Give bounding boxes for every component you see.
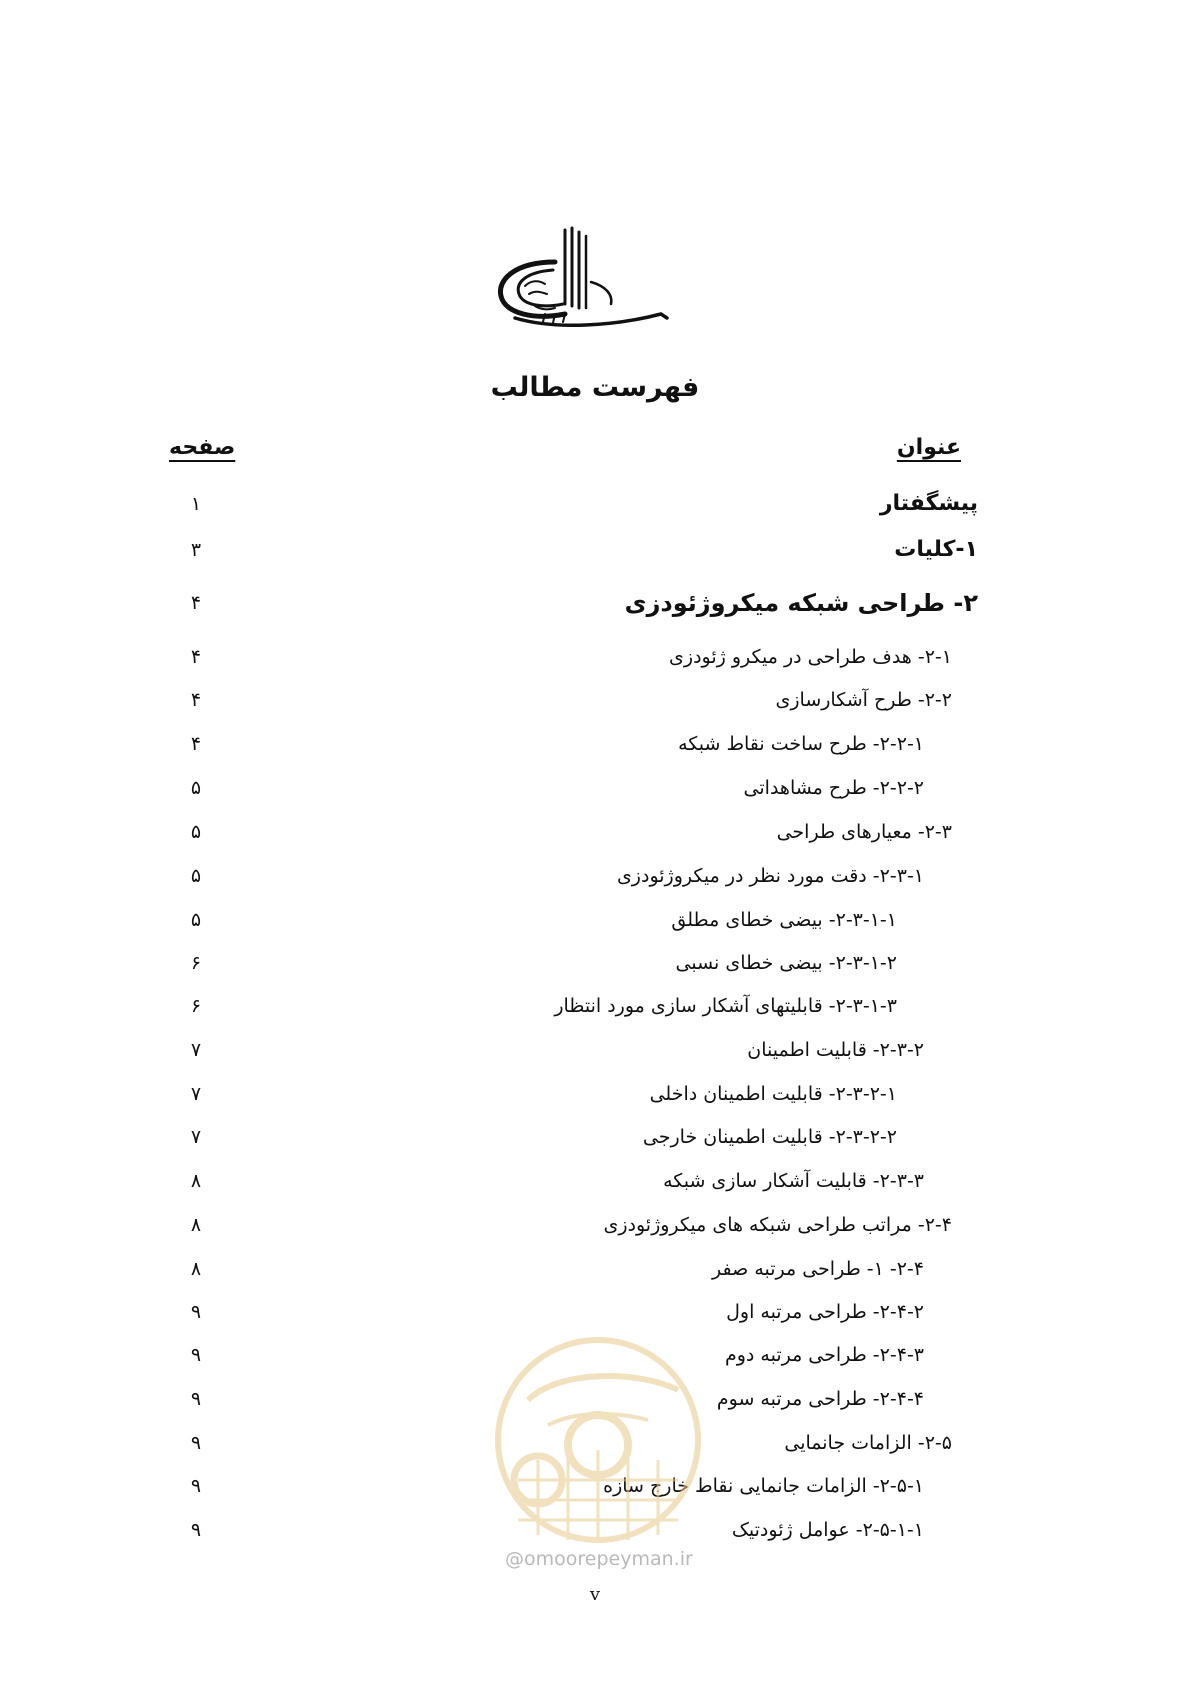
- toc-entry-title: ۲-۳-۳- قابلیت آشکار سازی شبکه: [663, 1170, 924, 1192]
- toc-entry-title: ۲- طراحی شبکه میکروژئودزی: [624, 589, 978, 617]
- toc-entry-page: ۴: [190, 689, 202, 711]
- toc-entry-page: ۵: [190, 821, 202, 843]
- toc-entry-title: ۲-۳-۱-۲- بیضی خطای نسبی: [675, 952, 897, 974]
- toc-entry-page: ۸: [190, 1170, 202, 1192]
- toc-entry-page: ۹: [190, 1301, 202, 1323]
- toc-entry-title: ۲-۳-۱-۱- بیضی خطای مطلق: [671, 909, 897, 931]
- toc-entry[interactable]: [0, 1033, 1190, 1067]
- toc-entry-page: ۴: [190, 733, 202, 755]
- toc-entry-page: ۸: [190, 1214, 202, 1236]
- toc-entry-title: ۲-۵-۱-۱- عوامل ژئودتیک: [731, 1519, 924, 1541]
- toc-entry-title: ۲-۳- معیارهای طراحی: [776, 821, 952, 843]
- toc-entry[interactable]: [0, 487, 1190, 521]
- toc-entry[interactable]: [0, 727, 1190, 761]
- toc-entry[interactable]: [0, 989, 1190, 1023]
- basmala-calligraphy-icon: [495, 222, 671, 340]
- page-number: v: [589, 1584, 601, 1605]
- toc-entry-title: ۲-۳-۲-۱- قابلیت اطمینان داخلی: [649, 1083, 897, 1105]
- toc-entry-page: ۵: [190, 865, 202, 887]
- toc-entry-page: ۳: [190, 539, 202, 561]
- toc-entry-page: ۱: [190, 493, 202, 515]
- toc-entry-title: ۲-۴- مراتب طراحی شبکه های میکروژئودزی: [603, 1214, 952, 1236]
- toc-entry-title: ۲-۴-۳- طراحی مرتبه دوم: [724, 1344, 924, 1366]
- toc-entry-title: ۲-۳-۲-۲- قابلیت اطمینان خارجی: [642, 1126, 897, 1148]
- toc-entry[interactable]: [0, 1077, 1190, 1111]
- toc-entry-title: پیشگفتار: [879, 491, 978, 516]
- toc-entry-title: ۲-۳-۱-۳- قابلیتهای آشکار سازی مورد انتظار: [554, 995, 897, 1017]
- toc-entry[interactable]: [0, 771, 1190, 805]
- toc-entry-title: ۱-کلیات: [894, 537, 978, 562]
- toc-entry[interactable]: [0, 946, 1190, 980]
- toc-entry[interactable]: [0, 683, 1190, 717]
- watermark-text: @omoorepeyman.ir: [505, 1548, 693, 1570]
- toc-entry-page: ۹: [190, 1344, 202, 1366]
- toc-entry-title: ۲-۴- ۱- طراحی مرتبه صفر: [712, 1258, 924, 1280]
- toc-entry-page: ۹: [190, 1519, 202, 1541]
- toc-entry-title: ۲-۵- الزامات جانمایی: [784, 1432, 952, 1454]
- toc-entry-page: ۵: [190, 909, 202, 931]
- toc-entry-page: ۶: [190, 952, 202, 974]
- toc-entry-title: ۲-۳-۱- دقت مورد نظر در میکروژئودزی: [616, 865, 924, 887]
- toc-entry[interactable]: [0, 533, 1190, 567]
- toc-entry-page: ۸: [190, 1258, 202, 1280]
- column-header-page: صفحه: [169, 435, 236, 460]
- toc-entry[interactable]: [0, 815, 1190, 849]
- toc-entry[interactable]: [0, 640, 1190, 674]
- toc-entry-page: ۴: [190, 646, 202, 668]
- toc-entry-title: ۲-۴-۴- طراحی مرتبه سوم: [716, 1388, 924, 1410]
- toc-entry[interactable]: [0, 1208, 1190, 1242]
- toc-entry-title: ۲-۲-۲- طرح مشاهداتی: [743, 777, 924, 799]
- watermark-logo-icon: [488, 1330, 708, 1580]
- toc-entry-page: ۶: [190, 995, 202, 1017]
- toc-entry-page: ۹: [190, 1432, 202, 1454]
- toc-entry[interactable]: [0, 1164, 1190, 1198]
- toc-entry[interactable]: [0, 1295, 1190, 1329]
- toc-entry[interactable]: [0, 859, 1190, 893]
- toc-entry[interactable]: [0, 903, 1190, 937]
- toc-entry-title: ۲-۴-۲- طراحی مرتبه اول: [726, 1301, 924, 1323]
- column-header-title: عنوان: [896, 435, 961, 460]
- toc-entry-page: ۴: [190, 592, 202, 614]
- toc-entry[interactable]: [0, 1120, 1190, 1154]
- toc-entry-title: ۲-۳-۲- قابلیت اطمینان: [747, 1039, 924, 1061]
- toc-entry-page: ۹: [190, 1388, 202, 1410]
- toc-entry-page: ۷: [190, 1126, 202, 1148]
- toc-entry-title: ۲-۲- طرح آشکارسازی: [775, 689, 952, 711]
- toc-entry[interactable]: [0, 1252, 1190, 1286]
- toc-entry[interactable]: [0, 586, 1190, 620]
- toc-entry-page: ۵: [190, 777, 202, 799]
- page-title: فهرست مطالب: [490, 372, 700, 403]
- toc-entry-title: ۲-۲-۱- طرح ساخت نقاط شبکه: [678, 733, 924, 755]
- toc-entry-page: ۷: [190, 1039, 202, 1061]
- toc-entry-page: ۷: [190, 1083, 202, 1105]
- toc-entry-title: ۲-۱- هدف طراحی در میکرو ژئودزی: [669, 646, 952, 668]
- toc-entry-title: ۲-۵-۱- الزامات جانمایی نقاط خارج سازه: [603, 1475, 924, 1497]
- toc-entry-page: ۹: [190, 1475, 202, 1497]
